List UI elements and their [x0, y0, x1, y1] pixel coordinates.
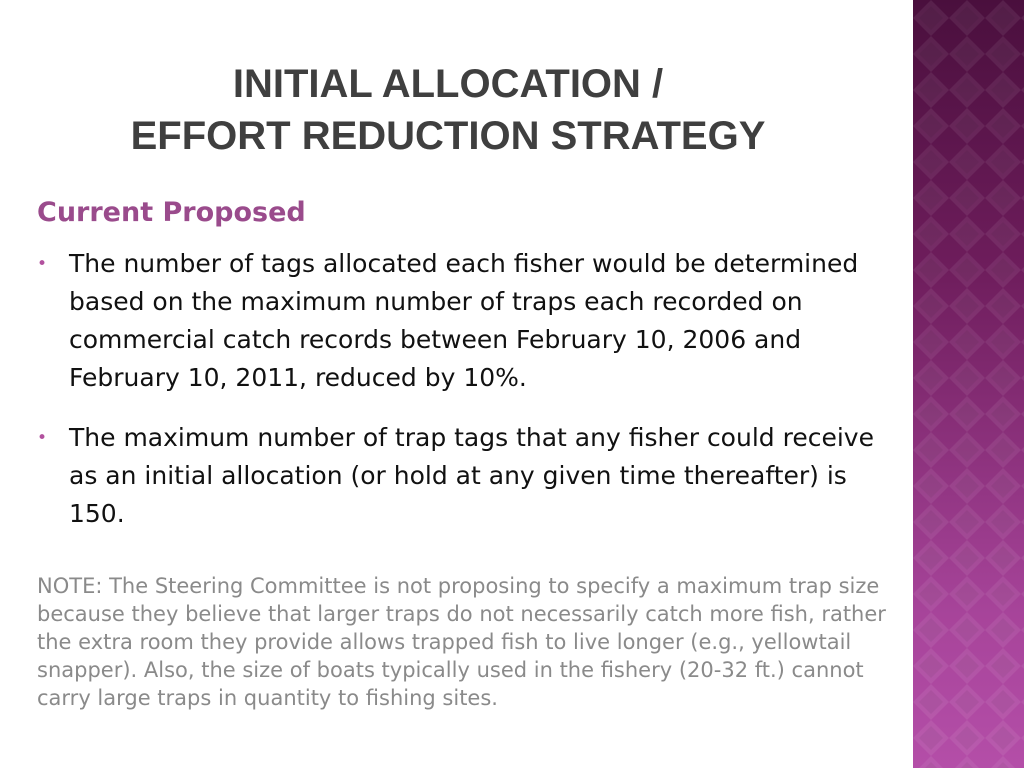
section-heading: Current Proposed: [37, 197, 306, 228]
bullet-marker: •: [37, 428, 48, 448]
diamond-pattern: [913, 0, 1024, 768]
bullet-text: The maximum number of trap tags that any fisher could receive as an initial allocation (or hold at any given time thereafter) is 150.: [69, 423, 874, 528]
bullet-marker: •: [37, 254, 48, 274]
decorative-side-band: [913, 0, 1024, 768]
bullet-item: [37, 419, 897, 533]
bullet-list: [37, 245, 897, 555]
bullet-item: [37, 245, 897, 397]
bullet-text: The number of tags allocated each fisher would be determined based on the maximum number of traps each recorded on commercial catch records between February 10, 2006 and February 10, 2011, reduced by 10%.: [69, 249, 859, 392]
slide-title: [0, 58, 896, 162]
note-paragraph: NOTE: The Steering Committee is not proposing to specify a maximum trap size because they believe that larger traps do not necessarily catch more fish, rather the extra room they provide allows trapped fish to live longer (e.g., yellowtail snapper). Also, the size of boats typically used in the fishery (20-32 ft.) cannot carry large traps in quantity to fishing sites.: [37, 574, 886, 710]
slide-title-line-2: EFFORT REDUCTION STRATEGY: [130, 114, 766, 158]
slide-title-line-1: INITIAL ALLOCATION /: [232, 62, 664, 106]
